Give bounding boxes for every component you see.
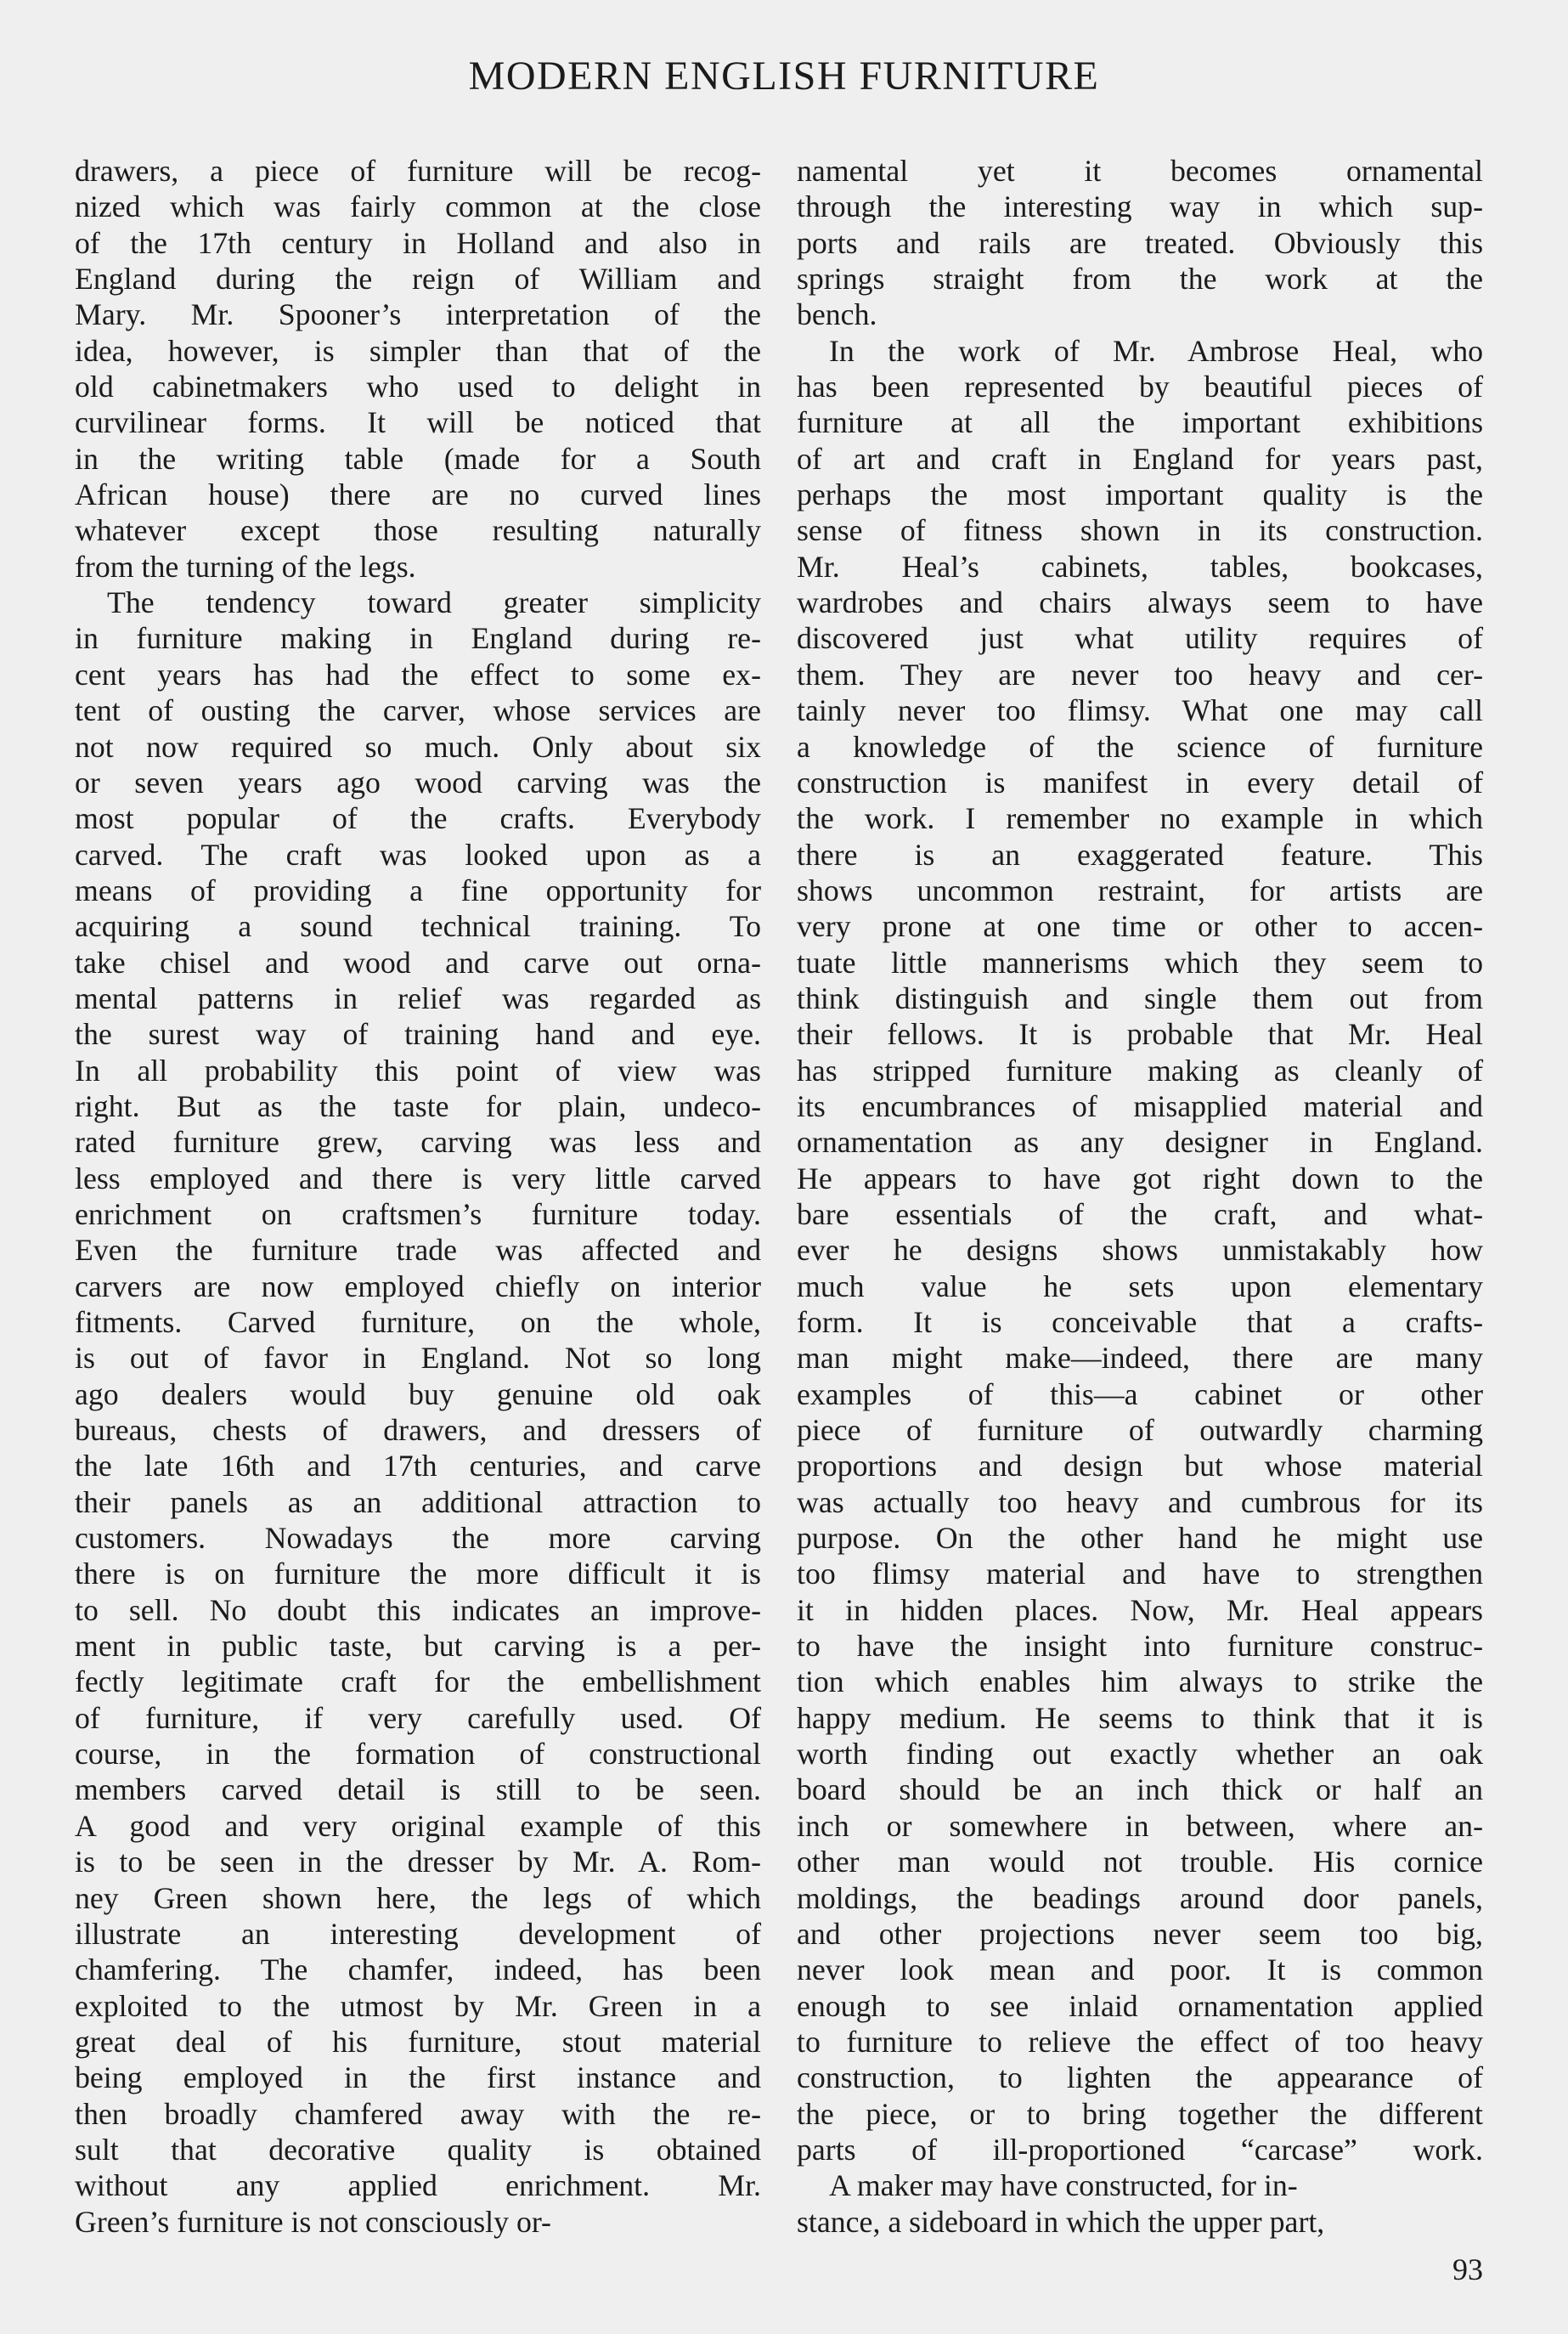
right-column-line: the work. I remember no example in which bbox=[797, 801, 1483, 836]
left-column-line: is out of favor in England. Not so long bbox=[75, 1341, 761, 1376]
right-column-line: through the interesting way in which sup- bbox=[797, 189, 1483, 224]
right-column-line: perhaps the most important quality is the bbox=[797, 478, 1483, 512]
right-column-line: proportions and design but whose material bbox=[797, 1449, 1483, 1483]
right-column-line: wardrobes and chairs always seem to have bbox=[797, 585, 1483, 620]
left-column-line: ment in public taste, but carving is a per- bbox=[75, 1629, 761, 1664]
left-column-line: customers. Nowadays the more carving bbox=[75, 1521, 761, 1556]
right-column-line: construction, to lighten the appearance of bbox=[797, 2060, 1483, 2095]
left-column-line: A good and very original example of this bbox=[75, 1808, 761, 1843]
right-column-line: board should be an inch thick or half an bbox=[797, 1772, 1483, 1807]
left-column-line: of furniture, if very carefully used. Of bbox=[75, 1700, 761, 1735]
running-head-title: MODERN ENGLISH FURNITURE bbox=[468, 54, 1100, 99]
left-column-line: there is on furniture the more difficult it is bbox=[75, 1557, 761, 1591]
right-column-line: ever he designs shows unmistakably how bbox=[797, 1233, 1483, 1268]
right-column-line: shows uncommon restraint, for artists are bbox=[797, 873, 1483, 907]
left-column-line: England during the reign of William and bbox=[75, 262, 761, 297]
right-column-line: worth finding out exactly whether an oak bbox=[797, 1737, 1483, 1772]
right-column-line: purpose. On the other hand he might use bbox=[797, 1521, 1483, 1556]
left-column-line: course, in the formation of constructional bbox=[75, 1737, 761, 1772]
left-column-line: cent years has had the effect to some ex- bbox=[75, 657, 761, 692]
left-column-line: being employed in the first instance and bbox=[75, 2060, 761, 2095]
left-column-line: ago dealers would buy genuine old oak bbox=[75, 1376, 761, 1411]
right-column-line: and other projections never seem too big, bbox=[797, 1916, 1483, 1951]
right-column-line: very prone at one time or other to accen- bbox=[797, 909, 1483, 944]
left-column-line: In all probability this point of view was bbox=[75, 1053, 761, 1088]
left-column-line: whatever except those resulting naturally bbox=[75, 513, 761, 548]
left-column-line: nized which was fairly common at the close bbox=[75, 189, 761, 224]
right-column-line: other man would not trouble. His cornice bbox=[797, 1845, 1483, 1879]
right-column-line: parts of ill-proportioned “carcase” work. bbox=[797, 2132, 1483, 2167]
right-column-line: them. They are never too heavy and cer- bbox=[797, 657, 1483, 692]
right-column-line: enough to see inlaid ornamentation applied bbox=[797, 1988, 1483, 2023]
left-column-line: the surest way of training hand and eye. bbox=[75, 1017, 761, 1052]
right-column-line: form. It is conceivable that a crafts- bbox=[797, 1305, 1483, 1339]
left-column-line: old cabinetmakers who used to delight in bbox=[75, 370, 761, 404]
right-column-line: piece of furniture of outwardly charming bbox=[797, 1413, 1483, 1448]
left-column-line: enrichment on craftsmen’s furniture today. bbox=[75, 1196, 761, 1231]
right-column-line: A maker may have constructed, for in- bbox=[829, 2168, 1298, 2203]
left-column-line: Even the furniture trade was affected and bbox=[75, 1233, 761, 1268]
left-column-line: carved. The craft was looked upon as a bbox=[75, 837, 761, 872]
right-column-line: He appears to have got right down to the bbox=[797, 1161, 1483, 1195]
right-column-line: to have the insight into furniture construc- bbox=[797, 1629, 1483, 1664]
left-column-line: in the writing table (made for a South bbox=[75, 441, 761, 476]
left-column-line: or seven years ago wood carving was the bbox=[75, 765, 761, 800]
right-column-line: there is an exaggerated feature. This bbox=[797, 837, 1483, 872]
right-column-line: their fellows. It is probable that Mr. Heal bbox=[797, 1017, 1483, 1052]
left-column-line: bureaus, chests of drawers, and dressers of bbox=[75, 1413, 761, 1448]
right-column-line: man might make—indeed, there are many bbox=[797, 1341, 1483, 1376]
right-column-line: moldings, the beadings around door panels, bbox=[797, 1880, 1483, 1915]
left-column-line: less employed and there is very little carved bbox=[75, 1161, 761, 1195]
right-column-line: has been represented by beautiful pieces of bbox=[797, 370, 1483, 404]
right-text-column bbox=[797, 153, 1483, 2240]
left-column-line: take chisel and wood and carve out orna- bbox=[75, 945, 761, 980]
right-column-line: has stripped furniture making as cleanly of bbox=[797, 1053, 1483, 1088]
right-column-line: happy medium. He seems to think that it is bbox=[797, 1700, 1483, 1735]
left-text-column bbox=[75, 153, 761, 2240]
left-column-line: carvers are now employed chiefly on interior bbox=[75, 1269, 761, 1303]
right-column-line: namental yet it becomes ornamental bbox=[797, 154, 1483, 188]
right-column-line: tion which enables him always to strike the bbox=[797, 1664, 1483, 1699]
left-column-line: most popular of the crafts. Everybody bbox=[75, 801, 761, 836]
right-column-line: stance, a sideboard in which the upper part, bbox=[797, 2204, 1325, 2239]
left-column-line: means of providing a fine opportunity for bbox=[75, 873, 761, 907]
left-column-line: Green’s furniture is not consciously or- bbox=[75, 2204, 551, 2239]
left-column-line: not now required so much. Only about six bbox=[75, 729, 761, 764]
left-column-line: fectly legitimate craft for the embellishment bbox=[75, 1664, 761, 1699]
right-column-line: Mr. Heal’s cabinets, tables, bookcases, bbox=[797, 549, 1483, 584]
right-column-line: furniture at all the important exhibitions bbox=[797, 405, 1483, 440]
left-column-line: of the 17th century in Holland and also in bbox=[75, 225, 761, 260]
right-column-line: it in hidden places. Now, Mr. Heal appears bbox=[797, 1592, 1483, 1627]
left-column-line: curvilinear forms. It will be noticed that bbox=[75, 405, 761, 440]
left-column-line: The tendency toward greater simplicity bbox=[107, 585, 761, 620]
right-column-line: to furniture to relieve the effect of too heavy bbox=[797, 2024, 1483, 2059]
right-column-line: tuate little mannerisms which they seem to bbox=[797, 945, 1483, 980]
left-column-line: then broadly chamfered away with the re- bbox=[75, 2096, 761, 2131]
right-column-line: was actually too heavy and cumbrous for its bbox=[797, 1484, 1483, 1519]
page-number: 93 bbox=[1452, 2252, 1483, 2286]
left-column-line: members carved detail is still to be seen. bbox=[75, 1772, 761, 1807]
left-column-line: exploited to the utmost by Mr. Green in a bbox=[75, 1988, 761, 2023]
left-column-line: drawers, a piece of furniture will be recog- bbox=[75, 154, 761, 188]
left-column-line: great deal of his furniture, stout material bbox=[75, 2024, 761, 2059]
left-column-line: tent of ousting the carver, whose services are bbox=[75, 693, 761, 728]
right-column-line: In the work of Mr. Ambrose Heal, who bbox=[829, 333, 1483, 368]
right-column-line: bench. bbox=[797, 297, 877, 332]
right-column-line: discovered just what utility requires of bbox=[797, 621, 1483, 656]
left-column-line: right. But as the taste for plain, undeco- bbox=[75, 1088, 761, 1123]
left-column-line: Mary. Mr. Spooner’s interpretation of the bbox=[75, 297, 761, 332]
left-column-line: illustrate an interesting development of bbox=[75, 1916, 761, 1951]
right-column-line: too flimsy material and have to strengthen bbox=[797, 1557, 1483, 1591]
right-column-line: the piece, or to bring together the different bbox=[797, 2096, 1483, 2131]
right-column-line: think distinguish and single them out from bbox=[797, 981, 1483, 1015]
right-column-line: tainly never too flimsy. What one may call bbox=[797, 693, 1483, 728]
left-column-line: is to be seen in the dresser by Mr. A. Rom- bbox=[75, 1845, 761, 1879]
right-column-line: construction is manifest in every detail of bbox=[797, 765, 1483, 800]
left-column-line: to sell. No doubt this indicates an improve- bbox=[75, 1592, 761, 1627]
right-column-line: of art and craft in England for years past, bbox=[797, 441, 1483, 476]
left-column-line: African house) there are no curved lines bbox=[75, 478, 761, 512]
left-column-line: ney Green shown here, the legs of which bbox=[75, 1880, 761, 1915]
left-column-line: idea, however, is simpler than that of the bbox=[75, 333, 761, 368]
right-column-line: its encumbrances of misapplied material and bbox=[797, 1088, 1483, 1123]
right-column-line: inch or somewhere in between, where an- bbox=[797, 1808, 1483, 1843]
right-column-line: ports and rails are treated. Obviously this bbox=[797, 225, 1483, 260]
left-column-line: rated furniture grew, carving was less and bbox=[75, 1125, 761, 1160]
right-column-line: examples of this—a cabinet or other bbox=[797, 1376, 1483, 1411]
left-column-line: acquiring a sound technical training. To bbox=[75, 909, 761, 944]
right-column-line: a knowledge of the science of furniture bbox=[797, 729, 1483, 764]
left-column-line: sult that decorative quality is obtained bbox=[75, 2132, 761, 2167]
left-column-line: fitments. Carved furniture, on the whole, bbox=[75, 1305, 761, 1339]
right-column-line: never look mean and poor. It is common bbox=[797, 1953, 1483, 1987]
right-column-line: ornamentation as any designer in England. bbox=[797, 1125, 1483, 1160]
left-column-line: their panels as an additional attraction to bbox=[75, 1484, 761, 1519]
left-column-line: without any applied enrichment. Mr. bbox=[75, 2168, 761, 2203]
right-column-line: bare essentials of the craft, and what- bbox=[797, 1196, 1483, 1231]
left-column-line: from the turning of the legs. bbox=[75, 549, 416, 584]
left-column-line: chamfering. The chamfer, indeed, has been bbox=[75, 1953, 761, 1987]
right-column-line: springs straight from the work at the bbox=[797, 262, 1483, 297]
right-column-line: much value he sets upon elementary bbox=[797, 1269, 1483, 1303]
left-column-line: the late 16th and 17th centuries, and carve bbox=[75, 1449, 761, 1483]
left-column-line: in furniture making in England during re- bbox=[75, 621, 761, 656]
right-column-line: sense of fitness shown in its construction. bbox=[797, 513, 1483, 548]
left-column-line: mental patterns in relief was regarded as bbox=[75, 981, 761, 1015]
